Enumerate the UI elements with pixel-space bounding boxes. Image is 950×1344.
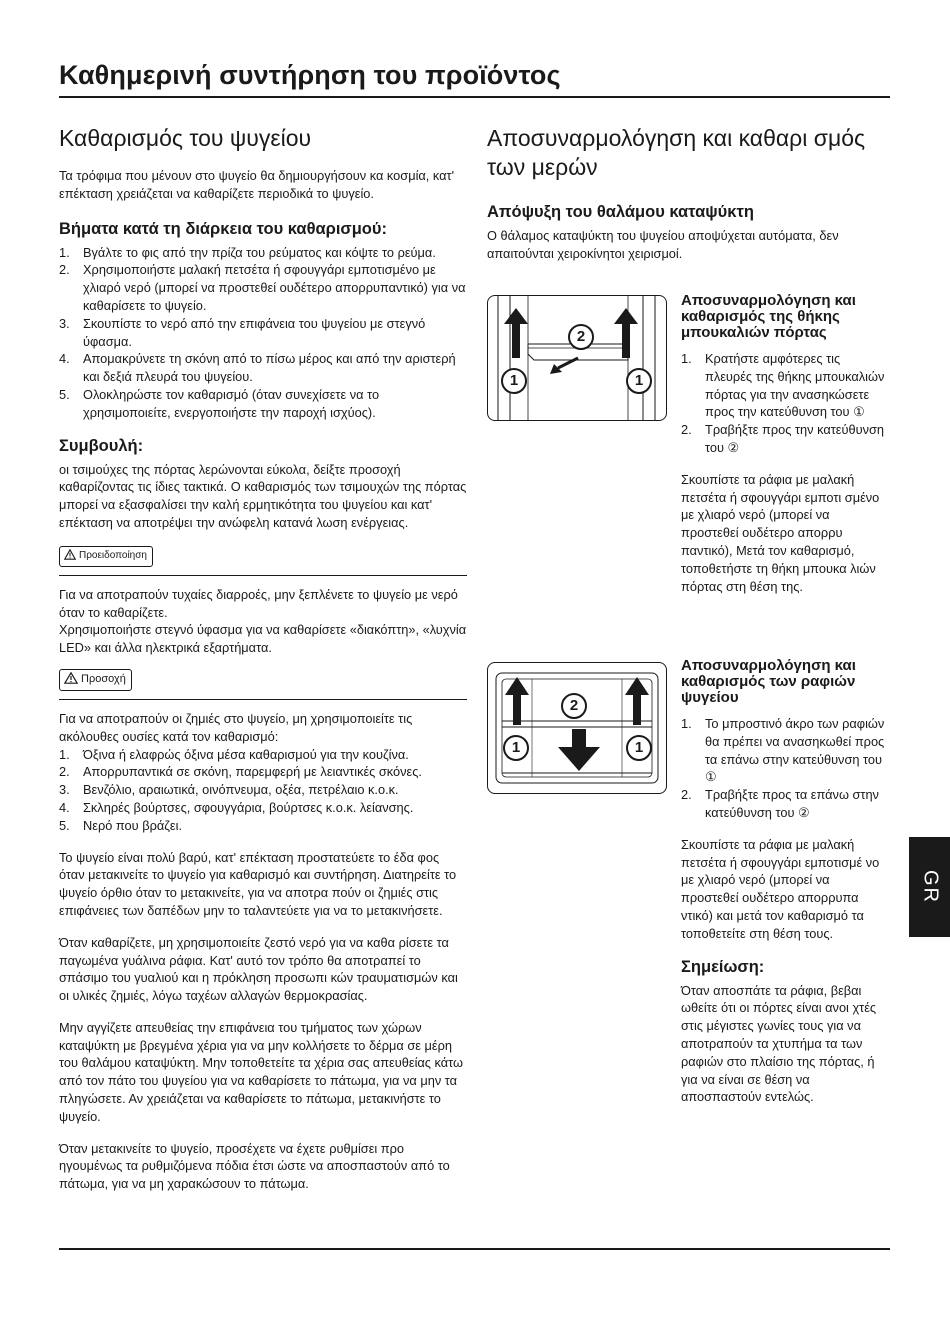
list-item: 1. Κρατήστε αμφότερες τις πλευρές της θήκης μπουκαλιών πόρτας για την ανασηκώσετε προς την κατεύθυνση του ① bbox=[681, 351, 885, 420]
shelf-illustration bbox=[487, 662, 667, 794]
step-marker-1-right: 1 bbox=[626, 735, 652, 761]
paragraph-adjustable-feet: Όταν μετακινείτε το ψυγείο, προσέχετε να έχετε ρυθμίσει προ ηγουμένως τα ρυθμιζόμενα πόδια έτσι ώστε να αποσπαστούν από το πάτωμα, για να μη χαρακώσουν το πάτωμα. bbox=[59, 1140, 450, 1192]
step-marker-1-right: 1 bbox=[626, 368, 652, 394]
paragraph-freezer-touch: Μην αγγίζετε απευθείας την επιφάνεια του τμήματος των χώρων καταψύκτη με βρεγμένα χέρια για να μην κολλήσετε το δέρμα σε μέρη του θαλάμου καταψύκτη. Μην τοποθετείτε τα χέρια σας απευθείας κάτω από τον πάτο του ψυγείου για να καθαρίσετε το πάτωμα, για να μην τα πληγώσετε. Αν χρειάζεται να καθαρίσετε το πάτωμα, μετακινήστε το ψυγείο. bbox=[59, 1019, 464, 1124]
right-column bbox=[487, 124, 890, 263]
shelf-note: Σκουπίστε τα ράφια με μαλακή πετσέτα ή σφουγγάρι εμποτισμέ νο με χλιαρό νερό (μπορεί να προστεθεί ουδέτερο απορρυπα ντικό) και μετά τον καθαρισμό τα τοποθετείτε στη θέση τους. bbox=[681, 836, 880, 941]
note-text: Όταν αποσπάτε τα ράφια, βεβαι ωθείτε ότι οι πόρτες είναι ανοι χτές στις μέγιστες γωνίες τους για να αποτραπούν τα χτυπήμα τα των ραφιών στο πλαίσιο της πόρτας, ή για να είναι σε θέση να αποσπαστούν εντελώς. bbox=[681, 982, 877, 1105]
shelf-heading: Αποσυναρμολόγηση και καθαρισμός των ραφιών ψυγείου bbox=[681, 657, 856, 706]
steps-heading: Βήματα κατά τη διάρκεια του καθαρισμού: bbox=[59, 219, 387, 238]
paragraph-floor-protection: Το ψυγείο είναι πολύ βαρύ, κατ' επέκταση προστατεύετε το έδα φος όταν μετακινείτε το ψυγείο για καθαρισμό και συντήρηση. Διατηρείτε το ψυγείο όρθιο όταν το μετακινείτε, για να αποτρα πούν οι ζημιές στις επιφάνειες των δαπέδων μην το ταλαντεύετε για να το μετακινήσετε. bbox=[59, 849, 457, 918]
list-item: 1. Το μπροστινό άκρο των ραφιών θα πρέπει να ανασηκωθεί προς τα επάνω στην κατεύθυνση του ① bbox=[681, 716, 885, 785]
step-marker-1-left: 1 bbox=[501, 368, 527, 394]
tip-heading: Συμβουλή: bbox=[59, 436, 144, 455]
shelf-instructions bbox=[681, 658, 889, 1106]
defrost-text: Ο θάλαμος καταψύκτη του ψυγείου αποψύχεται αυτόματα, δεν απαιτούνται χειροκίνητοι χειρισμοί. bbox=[487, 228, 839, 261]
left-column bbox=[59, 124, 467, 1193]
cleaning-steps-list bbox=[59, 244, 467, 422]
bottom-rule bbox=[59, 1248, 890, 1250]
warning-badge: Προειδοποίηση bbox=[59, 546, 153, 567]
list-item: 3. Σκουπίστε το νερό από την επιφάνεια του ψυγείου με στεγνό ύφασμα. bbox=[59, 315, 426, 349]
shelf-drawing bbox=[488, 663, 666, 793]
caution-intro: Για να αποτραπούν οι ζημιές στο ψυγείο, μη χρησιμοποιείτε τις ακόλουθες ουσίες κατά τον καθαρισμό: bbox=[59, 710, 413, 744]
page-title: Καθημερινή συντήρηση του προϊόντος bbox=[59, 60, 561, 90]
list-item: 4. Σκληρές βούρτσες, σφουγγάρια, βούρτσες κ.ο.κ. λείανσης. bbox=[59, 799, 414, 815]
top-rule bbox=[59, 96, 890, 98]
section-heading-disassembly: Αποσυναρμολόγηση και καθαρι σμός των μερών bbox=[487, 125, 866, 180]
step-marker-2: 2 bbox=[561, 693, 587, 719]
note-heading: Σημείωση: bbox=[681, 957, 765, 976]
caution-list bbox=[59, 746, 467, 835]
door-rack-instructions bbox=[681, 293, 889, 595]
list-item: 1. Βγάλτε το φις από την πρίζα του ρεύματος και κόψτε το ρεύμα. bbox=[59, 244, 436, 260]
list-item: 2. Τραβήξτε προς τα επάνω στην κατεύθυνση του ② bbox=[681, 787, 879, 820]
step-marker-2: 2 bbox=[568, 324, 594, 350]
warning-text-2: Χρησιμοποιήστε στεγνό ύφασμα για να καθαρίσετε «διακόπτη», «λυχνία LED» και άλλα ηλεκτρικά εξαρτήματα. bbox=[59, 622, 467, 656]
list-item: 4. Απομακρύνετε τη σκόνη από το πίσω μέρος και από την αριστερή και δεξιά πλευρά του ψυγείου. bbox=[59, 351, 456, 385]
cleaning-intro: Τα τρόφιμα που μένουν στο ψυγείο θα δημιουργήσουν κα κοσμία, κατ' επέκταση χρειάζεται να καθαρίζετε περιοδικά το ψυγείο. bbox=[59, 168, 455, 201]
caution-badge: Προσοχή bbox=[59, 669, 132, 691]
language-tab: GR bbox=[909, 837, 950, 937]
caution-divider bbox=[59, 699, 467, 700]
door-rack-drawing bbox=[488, 296, 666, 420]
door-rack-note: Σκουπίστε τα ράφια με μαλακή πετσέτα ή σφουγγάρι εμποτι σμένο με χλιαρό νερό (μπορεί να προστεθεί ουδέτερο απορρυ παντικό), Μετά τον καθαρισμό, τοποθετήστε τη θήκη μπουκα λιών πόρτας στη θέση της. bbox=[681, 471, 880, 594]
warning-divider bbox=[59, 575, 467, 576]
warning-triangle-icon bbox=[64, 672, 78, 688]
tip-text: οι τσιμούχες της πόρτας λερώνονται εύκολα, δείξτε προσοχή καθαρίζοντας τις ίδιες τακτικά. Ο καθαρισμός των τσιμουχών της πόρτας μπορεί να εξασφαλίσει την καλή ερμητικότητα του ψυγείου και κατ' επέκταση να αποτρέψει την ανώφελη κατανά λωση ενέργειας. bbox=[59, 461, 467, 530]
defrost-heading: Απόψυξη του θαλάμου καταψύκτη bbox=[487, 203, 754, 221]
list-item: 2. Τραβήξτε προς την κατεύθυνση του ② bbox=[681, 422, 885, 455]
list-item: 3. Βενζόλιο, αραιωτικά, οινόπνευμα, οξέα, πετρέλαιο κ.ο.κ. bbox=[59, 782, 399, 798]
door-rack-steps bbox=[681, 350, 889, 457]
door-rack-illustration bbox=[487, 295, 667, 421]
shelf-steps bbox=[681, 715, 889, 822]
warning-text-1: Για να αποτραπούν τυχαίες διαρροές, μην ξεπλένετε το ψυγείο με νερό όταν το καθαρίζετε. bbox=[59, 586, 458, 620]
list-item: 2. Χρησιμοποιήστε μαλακή πετσέτα ή σφουγγάρι εμποτισμένο με χλιαρό νερό (μπορεί να προστεθεί ουδέτερο απορρυπαντικό) για να καθαρίσετε το ψυγείο. bbox=[59, 262, 466, 313]
step-marker-1-left: 1 bbox=[503, 735, 529, 761]
paragraph-glass-shelves: Όταν καθαρίζετε, μη χρησιμοποιείτε ζεστό νερό για να καθα ρίσετε τα παγωμένα γυάλινα ράφια. Κατ' αυτό τον τρόπο θα αποτραπεί το σπάσιμο του γυαλιού και η πρόκληση προσωπι κών τραυματισμών και οι υλικές ζημιές, λόγω ταχέων αλλαγών θερμοκρασίας. bbox=[59, 934, 458, 1004]
list-item: 1. Όξινα ή ελαφρώς όξινα μέσα καθαρισμού για την κουζίνα. bbox=[59, 746, 409, 762]
door-rack-heading: Αποσυναρμολόγηση και καθαρισμός της θήκης μπουκαλιών πόρτας bbox=[681, 292, 856, 341]
list-item: 5. Ολοκληρώστε τον καθαρισμό (όταν συνεχίσετε να το χρησιμοποιείτε, ενεργοποιήστε την παροχή ισχύος). bbox=[59, 386, 380, 420]
warning-triangle-icon bbox=[64, 549, 76, 564]
list-item: 5. Νερό που βράζει. bbox=[59, 817, 183, 833]
list-item: 2. Απορρυπαντικά σε σκόνη, παρεμφερή με λειαντικές σκόνες. bbox=[59, 764, 422, 780]
section-heading-cleaning: Καθαρισμός του ψυγείου bbox=[59, 125, 312, 151]
